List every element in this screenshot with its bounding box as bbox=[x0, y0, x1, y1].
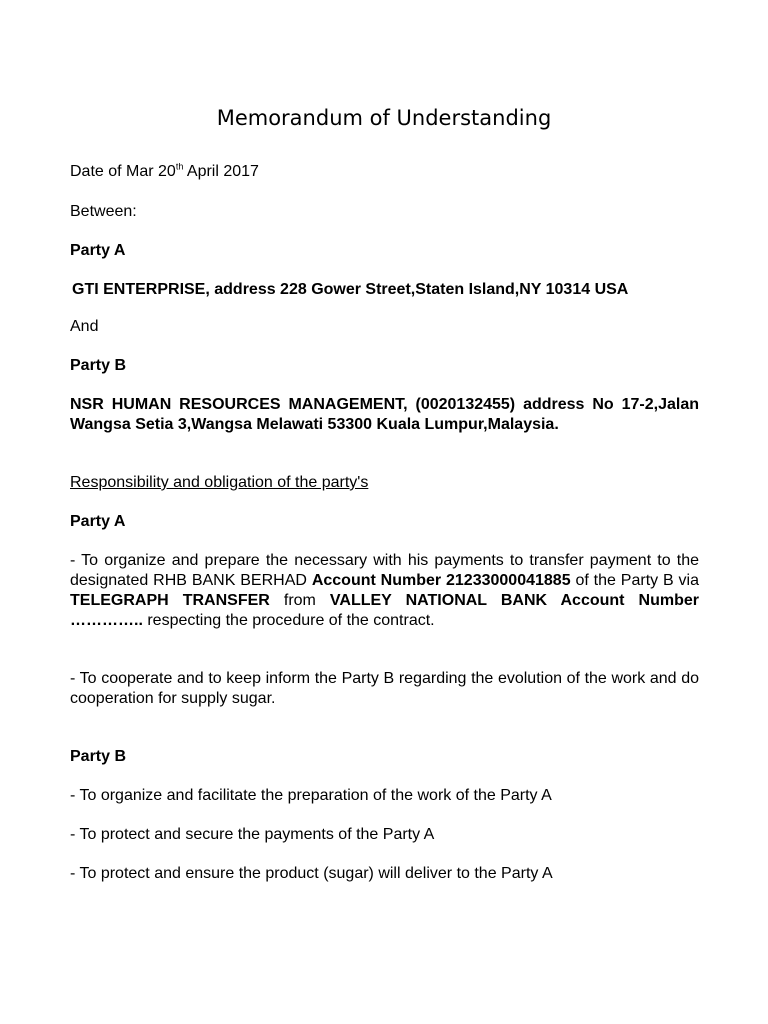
section-a-item-1-bold-2: TELEGRAPH TRANSFER bbox=[70, 592, 270, 609]
section-a-item-1-text-3: from bbox=[269, 592, 330, 609]
section-a-item-1-bold-1: Account Number 21233000041885 bbox=[311, 572, 571, 589]
date-rest: April 2017 bbox=[183, 163, 259, 180]
responsibility-heading-text: Responsibility and obligation of the party's bbox=[70, 474, 369, 491]
party-a-heading: Party A bbox=[70, 242, 126, 259]
section-b-item: - To protect and ensure the product (sugar) will deliver to the Party A bbox=[70, 865, 553, 882]
section-b-heading: Party B bbox=[70, 748, 127, 765]
party-a-details: GTI ENTERPRISE, address 228 Gower Street,Staten Island,NY 10314 USA bbox=[72, 281, 629, 298]
document-title: Memorandum of Understanding bbox=[216, 106, 552, 130]
date-line bbox=[70, 162, 699, 182]
section-a-item-1-text-1: - To organize and prepare the necessary with his payments to transfer payment to the designated RHB BANK BERHAD bbox=[70, 552, 699, 589]
section-a-item-2: - To cooperate and to keep inform the Party B regarding the evolution of the work and do cooperation for supply sugar. bbox=[70, 670, 699, 707]
section-a-heading: Party A bbox=[70, 513, 126, 530]
section-b-item: - To protect and secure the payments of the Party A bbox=[70, 826, 435, 843]
responsibility-heading bbox=[70, 473, 699, 493]
between-label: Between: bbox=[70, 203, 137, 220]
section-a-item-1 bbox=[70, 551, 699, 631]
section-b-item: - To organize and facilitate the preparation of the work of the Party A bbox=[70, 787, 552, 804]
date-prefix: Date of Mar 20 bbox=[70, 163, 176, 180]
party-b-details: NSR HUMAN RESOURCES MANAGEMENT, (0020132455) address No 17-2,Jalan Wangsa Setia 3,Wangsa Melawati 53300 Kuala Lumpur,Malaysia. bbox=[70, 396, 699, 433]
party-b-heading: Party B bbox=[70, 357, 127, 374]
section-a-item-1-bold-3: VALLEY NATIONAL BANK Account Number ………….. bbox=[70, 592, 699, 629]
date-suffix: th bbox=[175, 161, 184, 172]
section-a-item-1-text-4: respecting the procedure of the contract. bbox=[142, 612, 435, 629]
section-a-item-1-text-2: of the Party B via bbox=[570, 572, 700, 589]
and-label: And bbox=[70, 318, 99, 335]
